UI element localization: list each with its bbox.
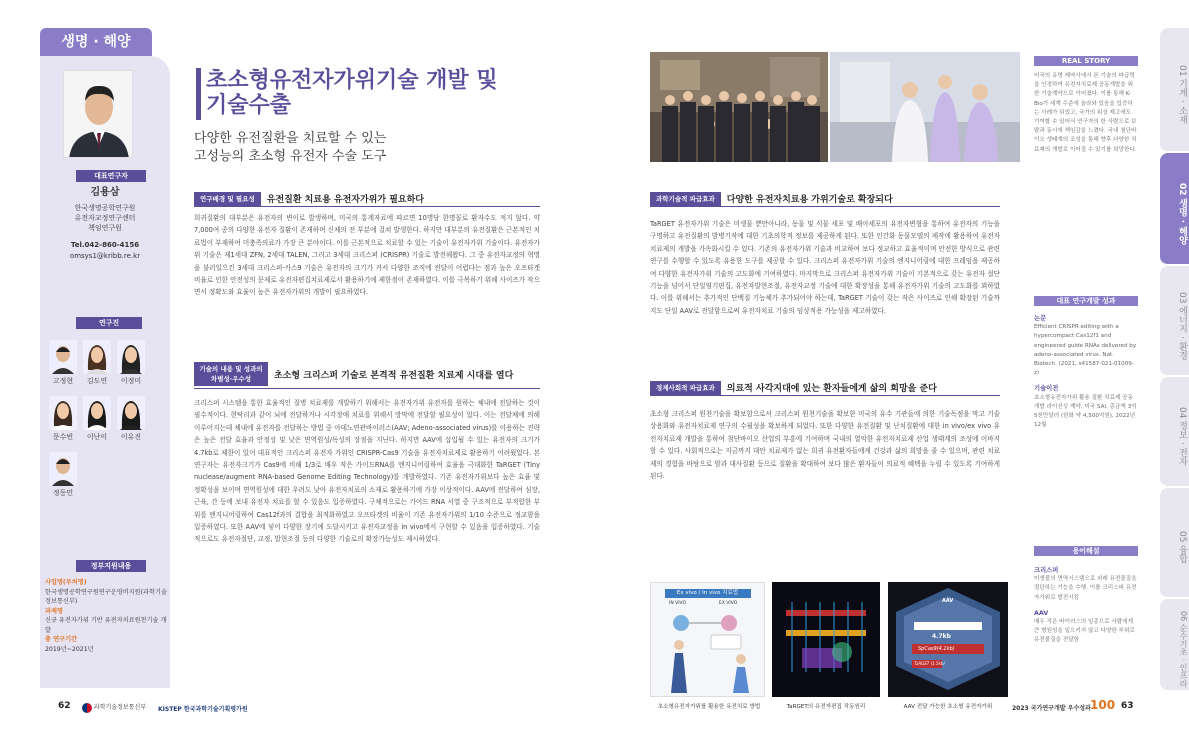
tab-it[interactable]: 04 정보 · 전자: [1160, 377, 1189, 487]
researcher-photo: [63, 70, 133, 158]
glossary-text: 크리스퍼 미생물의 면역시스템으로 외래 유전물질을 절단하는 기능을 수행. 이를 크리스퍼 유전자가위로 발전시킴 AAV 매우 작은 바이러스의 일종으로 사람에게 큰 병원성을 일으키지 않고 다양한 부위로 유전물질을 전달함: [1034, 567, 1137, 644]
category-tab: 생명 · 해양: [40, 28, 152, 56]
lab-photo: [830, 52, 1020, 162]
tab-machinery[interactable]: 01 기계 · 소재: [1160, 28, 1189, 152]
real-story-label: REAL STORY: [1034, 56, 1138, 66]
email: omsys1@kribb.re.kr: [69, 252, 141, 260]
tab-bio-marine[interactable]: 02 생명 · 해양: [1160, 153, 1189, 265]
team-member: 문수빈: [47, 396, 79, 442]
achievements-text: 논문 Efficient CRISPR editing with a hypercompact Cas12f1 and engineered guide RNAs delivered by adeno-associated virus. Nat. Biotech. (2021, s41587-021-01009-z) 기술이전 초소형유전자가위 활용 질환 치료제 공동개발 라이선싱 계약, 미국 SAI. 총금액 3억 5천만달러 (한화 약 4,500억원), 2022년 12월: [1034, 315, 1137, 429]
divider: [650, 206, 1000, 207]
page-title: 초소형유전자가위기술 개발 및 기술수출: [206, 68, 498, 118]
tab-basic-infra[interactable]: 06 순수기초 · 인프라: [1160, 599, 1189, 691]
ministry-logo: 과학기술정보통신부: [82, 702, 146, 713]
project-info: 사업명(부처명) 한국생명공학연구원연구운영비지원(과학기술정보통신부) 과제명 신규 유전자가위 기반 유전자치료원천기술 개발 총 연구기간 2019년~2021년: [45, 579, 167, 653]
figure-therapy-methods: Ex vivo / In vivo 치료법 IN VIVO EX VIVO: [650, 582, 765, 697]
researcher-name: 김용삼: [90, 187, 120, 198]
section-1-heading: 연구배경 및 필요성 유전질환 치료용 유전자가위가 필요하다: [194, 188, 424, 206]
caption-3: AAV 전달 가능한 초소형 유전자가위: [903, 704, 993, 710]
affiliation-2: 유전자교정연구센터: [74, 214, 136, 222]
team-member: 고정현: [47, 340, 79, 386]
section-4-heading: 경제사회적 파급효과 의료적 사각지대에 있는 환자들에게 삶의 희망을 준다: [650, 377, 937, 395]
project-label: 정부지원내용: [76, 560, 146, 572]
affiliation-1: 한국생명공학연구원: [74, 204, 136, 212]
section-3-heading: 과학기술적 파급효과 다양한 유전자치료용 가위기술로 확장되다: [650, 188, 893, 206]
team-member: 김도연: [81, 340, 113, 386]
team-label: 연구진: [76, 317, 142, 329]
glossary-label: 용어해설: [1034, 546, 1138, 556]
section-2-heading: 기술의 내용 및 성과의 차별성·우수성 초소형 크리스퍼 기술로 본격적 유전질환 치료제 시대를 열다: [194, 362, 513, 386]
team-member: 정동민: [47, 452, 79, 498]
team-member: 이난이: [81, 396, 113, 442]
divider: [194, 388, 540, 389]
footer-label: 2023 국가연구개발 우수성과: [1012, 705, 1091, 712]
divider: [650, 395, 1000, 396]
team-photo: [650, 52, 828, 162]
subtitle: 다양한 유전질환을 치료할 수 있는 고성능의 초소형 유전자 수술 도구: [194, 131, 387, 164]
tab-energy[interactable]: 03 에너지 · 환경: [1160, 266, 1189, 376]
achievements-label: 대표 연구개발 성과: [1034, 296, 1138, 306]
kistep-logo: KISTEP 한국과학기술기획평가원: [158, 706, 248, 713]
affiliation-3: 책임연구원: [88, 224, 122, 232]
section-1-text: 희귀질환의 대부분은 유전자의 변이로 발생하며, 미국의 통계자료에 따르면 10명당 한명꼴로 환자수도 적지 않다. 약 7,000여 종의 다양한 유전자 질환이 존재하며 신체의 전 부분에 걸쳐 발생한다. 하지만 대부분의 유전질환은 근본적인 치료법이 부재하여 미충족의료가 가장 큰 분야이다. 이를 근본적으로 치료할 수 있는 기술이 유전자가위 기술이다. 유전자가위 기술은 제1세대 ZFN, 2세대 TALEN, 그리고 3세대 크리스퍼 (CRISPR) 기술로 발전해왔다. 그 중 유전자교정의 혁명을 불러일으킨 3세대 크리스퍼-카스9 기술은 유전자의 크기가 커서 다양한 조직에 전달이 어렵다는 점과 높은 오프타겟 비율로 인한 안전성의 문제로 유전자편집치료제로서 활용하기에 제한점이 존재하였다. 이를 극복하기 위해 사이즈가 작으면서 정확도와 효율이 높은 유전자가위의 개발이 필요하였다.: [194, 214, 540, 297]
section-4-text: 초소형 크리스퍼 원천기술을 확보함으로서 크리스퍼 원천기술을 확보한 미국의 유수 기관들에 의한 기술독점을 막고 기술 상용화와 유전자치료제 연구의 수월성을 확보하게 되었다. 또한 다양한 유전질환 및 난치질환에 대한 in vivo/ex vivo 유전자치료제 개발을 통하여 첨단바이오 산업의 부흥에 기여하며 국내의 열악한 유전자치료제 산업 생태계의 조성에 이바지할 수 있다. 사회적으로는 지금까지 대안 치료제가 없는 희귀 유전환자들에게 건강과 삶의 희망을 줄 수 있으며, 관련 치료제의 경험을 바탕으로 암과 대사질환 등으로 질환을 확대하여 보다 많은 환자들이 의료적 혜택을 누릴 수 있도록 기여하게 된다.: [650, 410, 1000, 481]
team-member: 이유진: [115, 396, 147, 442]
real-story-text: 미국의 유명 제약사에서 본 기술의 파급력을 인정하여 유전자치료제 공동개발을 위한 기술계약으로 이어졌다. 이를 통해 K-Bio가 세계 수준에 올라와 있음을 입증하는 사례가 되었고, 국가의 위상 제고에도 기여할 수 있어서 연구자의 한 사람으로 보람과 동시에 책임감을 느꼈다. 국내 첨단바이오 생태계의 조성을 통해 향후 다양한 치료제의 개발로 이어질 수 있기를 희망한다.: [1034, 73, 1137, 153]
tab-convergence[interactable]: 05 융합: [1160, 488, 1189, 598]
section-3-text: TaRGET 유전자가위 기술은 미생물 뿐만아니라, 동물 및 식물 세포 및 배아세포의 유전자변형을 통하여 유전자의 기능을 구명하고 유전질환의 발병기작에 대한 기초의학적 정보를 제공하게 된다. 또한 인간화 동물모델의 제작에 활용하여 유전자치료제의 개발을 가속화시킬 수 있다. 기존의 유전자가위 기술과 비교하여 보다 정교하고 효율적이며 안전한 방식으로 관련 연구를 수행할 수 있도록 유용한 도구를 제공할 수 있다. 크리스퍼 유전자가위 기술의 엔지니어링에 대한 프레임을 제공하여 다양한 유전자가위 기술의 고도화에 기여하였다. 마지막으로 크리스퍼 유전자가위 기술이 기본적으로 갖는 유전자 절단 기능을 넘어서 단일염기편집, 유전자발현조절, 유전자교정 기술에 대한 확장성을 통해 유전자가위 기술의 고도화를 꾀하였다. 이를 위해서는 추가적인 단백질 기능체가 추가되어야 하는데, TaRGET 기술이 갖는 작은 사이즈로 인해 확장된 기술까지도 단일 AAV로 전달함으로써 유전자치료 기술의 임상적용 가능성을 제고하였다.: [650, 220, 1000, 315]
section-2-text: 크리스퍼 시스템을 통한 효율적인 질병 치료제를 개발하기 위해서는 유전자가위 유전자를 원하는 체내에 전달하는 것이 필수적이다. 현탁리과 같이 뇌에 전달하거나 시각장애 치료를 위해서 망막에 전달할 필요성이 있다. 이는 전달체에 의해 이루어지는데 체내에 유전자를 전달하는 방법 중 아데노연관바이러스(AAV; Adeno-associated virus)를 이용하는 전략은 높은 전달 효율과 안정성 및 낮은 면역원성/독성의 장점을 지닌다. 하지만 AAV에 삽입될 수 있는 유전자의 크기가 4.7kb로 제한이 있어 대표적인 크리스퍼 유전자 가위인 CRISPR-Cas9 기술을 유전자치료제로 활용하기 어려웠었다. 본 연구자는 유전자크기가 Cas9에 비해 1/3로 매우 작은 가이드RNA를 엔지니어링하여 효율을 극대화한 TaRGET (Tiny nuclease/augment RNA-based Genome Editing Technology)를 개발하였다. 기존 유전자가위보다 높은 효율 및 정확성을 보이며 면역원성에 대한 우려도 낮아 유전자치료의 소재로 활용하기에 가장 이상적이다. AAV에 전달하여 심장, 근육, 간 등에 보내 유전자 치료를 할 수 있음도 입증하였다. 구체적으로는 가이드 RNA 서열 중 구조적으로 부적합한 부위를 엔지니어링하여 Cas12f과의 결합을 최적화하였고 오프타겟의 비율이 기존 유전자가위의 1/10 수준으로 정교함을 입증하였다. 또한 AAV에 넣어 다양한 장기에 도달시키고 유전자교정을 in vivo에서 구현할 수 있음을 입증하였다. 기술적으로도 유전자절단, 교정, 발현조절 등의 다양한 기술로의 확장가능성도 제시하였다.: [194, 399, 540, 544]
title-accent: [196, 68, 201, 120]
page-number-right: 63: [1121, 701, 1134, 711]
tel: Tel.042-860-4156: [70, 241, 140, 249]
divider: [194, 206, 540, 207]
caption-1: 초소형유전자가위를 활용한 유전치료 방법: [657, 704, 761, 710]
team-member: 이정미: [115, 340, 147, 386]
page-number-left: 62: [58, 701, 71, 711]
role-label: 대표연구자: [76, 170, 146, 182]
figure-aav-delivery: AAV 4.7kb SpCas9(4.1kb) TaRGET (1.5kb): [888, 582, 1008, 697]
caption-2: TaRGET의 유전자편집 작동원리: [786, 704, 866, 710]
figure-target-mechanism: [772, 582, 880, 697]
footer-logo: 100: [1090, 698, 1116, 712]
